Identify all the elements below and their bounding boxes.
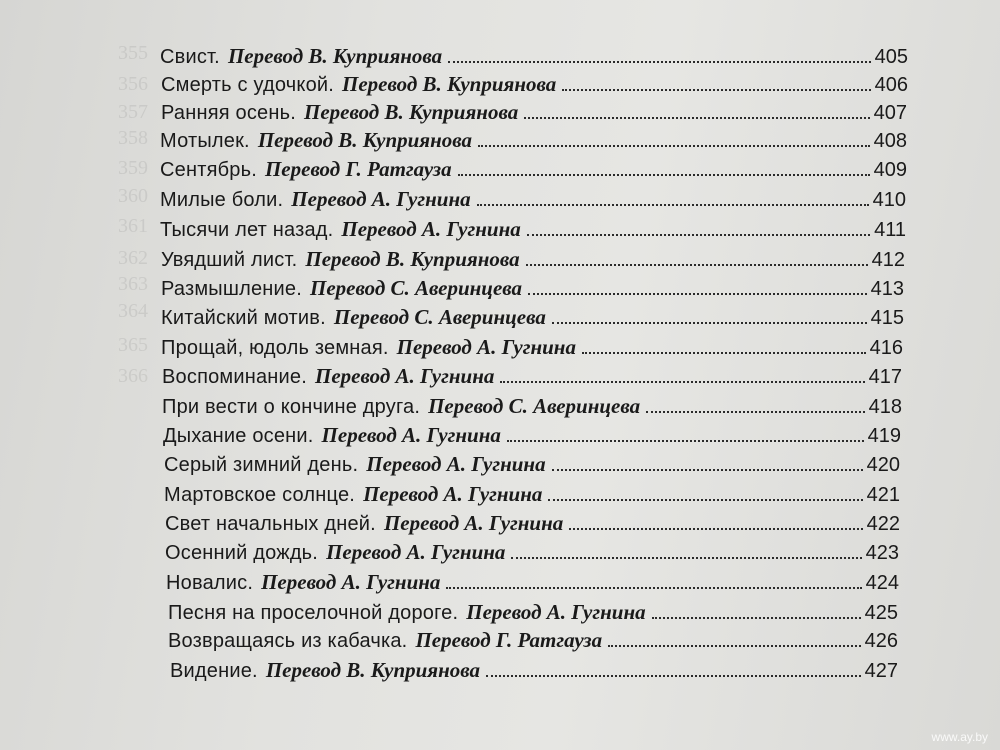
watermark: www.ay.by [931, 730, 988, 744]
dot-leader [569, 527, 862, 530]
toc-entry-title: Песня на проселочной дороге. [168, 602, 459, 624]
toc-entry-translator: Перевод А. Гугнина [291, 187, 471, 211]
dot-leader [500, 380, 864, 383]
toc-entry-page: 426 [864, 630, 898, 652]
bleed-through-number: 365 [118, 334, 148, 356]
bleed-through-number: 356 [118, 73, 148, 95]
toc-entry [161, 99, 907, 126]
toc-entry-page: 412 [871, 249, 905, 271]
dot-leader [652, 616, 861, 619]
toc-entry-title: Тысячи лет назад. [160, 219, 334, 241]
toc-entry-page: 411 [874, 219, 906, 241]
dot-leader [527, 233, 870, 236]
toc-entry-page: 424 [865, 572, 899, 594]
toc-entry-page: 421 [866, 484, 900, 506]
toc-entry-translator: Перевод А. Гугнина [315, 364, 495, 388]
toc-entry [161, 246, 905, 273]
toc-entry-translator: Перевод А. Гугнина [366, 452, 546, 476]
toc-entry-title: Смерть с удочкой. [161, 74, 335, 96]
toc-entry-translator: Перевод А. Гугнина [326, 540, 506, 564]
dot-leader [552, 468, 863, 471]
toc-entry [170, 657, 898, 684]
bleed-through-number: 366 [118, 365, 148, 387]
toc-entry-title: Новалис. [166, 572, 254, 594]
toc-entry [168, 599, 898, 626]
toc-entry-translator: Перевод В. Куприянова [305, 247, 520, 271]
toc-entry [160, 43, 908, 70]
dot-leader [478, 144, 870, 147]
toc-entry-translator: Перевод В. Куприянова [265, 658, 481, 682]
toc-entry-translator: Перевод В. Куприянова [227, 44, 443, 68]
toc-entry-translator: Перевод А. Гугнина [321, 423, 501, 447]
toc-entry-page: 410 [872, 189, 906, 211]
toc-entry [160, 127, 907, 154]
bleed-through-number: 359 [118, 157, 148, 179]
toc-entry-translator: Перевод А. Гугнина [261, 570, 441, 594]
bleed-through-number: 362 [118, 247, 148, 269]
toc-entry-page: 416 [869, 337, 903, 359]
toc-entry-translator: Перевод А. Гугнина [466, 600, 646, 624]
toc-entry-translator: Перевод С. Аверинцева [428, 394, 641, 418]
toc-entry-page: 406 [874, 74, 908, 96]
toc-entry-title: Ранняя осень. [161, 102, 296, 124]
toc-entry [164, 451, 900, 478]
dot-leader [446, 586, 861, 589]
bleed-through-number: 364 [118, 300, 148, 322]
toc-entry [161, 334, 903, 361]
toc-entry-translator: Перевод А. Гугнина [383, 511, 564, 535]
toc-entry-page: 407 [873, 102, 907, 124]
toc-entry-page: 405 [874, 46, 908, 68]
dot-leader [528, 292, 867, 295]
toc-entry-translator: Перевод Г. Ратгауза [415, 628, 603, 652]
toc-entry-title: Размышление. [161, 278, 303, 300]
toc-entry-page: 415 [870, 307, 904, 329]
toc-entry-page: 419 [867, 425, 901, 447]
toc-entry-page: 427 [864, 660, 898, 682]
toc-entry [161, 71, 908, 98]
toc-entry-title: Китайский мотив. [161, 307, 326, 329]
dot-leader [511, 556, 861, 559]
toc-entry-page: 417 [868, 366, 902, 388]
dot-leader [552, 321, 867, 324]
bleed-through-number: 360 [118, 185, 148, 207]
dot-leader [582, 351, 866, 354]
toc-entry-translator: Перевод Г. Ратгауза [264, 157, 452, 181]
toc-entry-page: 413 [870, 278, 904, 300]
toc-entry-title: Дыхание осени. [163, 425, 314, 447]
toc-entry [165, 539, 899, 566]
toc-entry-title: Милые боли. [160, 189, 284, 211]
toc-entry [165, 510, 900, 537]
toc-entry-title: Прощай, юдоль земная. [161, 337, 389, 359]
bleed-through-number: 355 [118, 42, 148, 64]
toc-entry-title: Видение. [170, 660, 258, 682]
toc-entry-page: 422 [866, 513, 900, 535]
toc-entry-page: 409 [873, 159, 907, 181]
dot-leader [608, 644, 861, 647]
toc-entry [166, 569, 899, 596]
dot-leader [477, 203, 869, 206]
toc-entry-translator: Перевод В. Куприянова [303, 100, 519, 124]
toc-entry-title: Свет начальных дней. [165, 513, 376, 535]
toc-entry-title: Возвращаясь из кабачка. [168, 630, 408, 652]
toc-entry [163, 422, 901, 449]
toc-entry-translator: Перевод В. Куприянова [342, 72, 557, 96]
toc-entry [164, 481, 900, 508]
bleed-through-number: 363 [118, 273, 148, 295]
toc-entry [161, 275, 904, 302]
toc-entry-translator: Перевод А. Гугнина [341, 217, 521, 241]
bleed-through-number: 358 [118, 127, 148, 149]
dot-leader [524, 116, 869, 119]
toc-entry-title: Свист. [160, 46, 220, 68]
toc-entry [168, 627, 898, 654]
toc-entry [160, 216, 906, 243]
dot-leader [562, 88, 870, 91]
toc-entry-page: 420 [866, 454, 900, 476]
toc-entry-translator: Перевод С. Аверинцева [333, 305, 546, 329]
dot-leader [486, 674, 861, 677]
toc-entry-title: Осенний дождь. [165, 542, 319, 564]
toc-entry-translator: Перевод А. Гугнина [396, 335, 576, 359]
toc-entry [162, 363, 902, 390]
dot-leader [548, 498, 862, 501]
toc-entry [162, 393, 902, 420]
toc-entry-title: Серый зимний день. [164, 454, 359, 476]
toc-entry-page: 408 [873, 130, 907, 152]
toc-entry-title: Мартовское солнце. [164, 484, 356, 506]
toc-entry-title: Мотылек. [160, 130, 250, 152]
toc-entry-title: Увядший лист. [161, 249, 298, 271]
toc-entry-translator: Перевод А. Гугнина [363, 482, 543, 506]
toc-entry-title: Воспоминание. [162, 366, 308, 388]
toc-entry-page: 418 [868, 396, 902, 418]
dot-leader [646, 410, 865, 413]
bleed-through-number: 357 [118, 101, 148, 123]
toc-entry-translator: Перевод С. Аверинцева [310, 276, 523, 300]
toc-entry [160, 156, 907, 183]
toc-entry [161, 304, 904, 331]
dot-leader [448, 60, 870, 63]
toc-entry-title: При вести о кончине друга. [162, 396, 421, 418]
dot-leader [526, 263, 868, 266]
toc-entry-translator: Перевод В. Куприянова [257, 128, 473, 152]
toc-entry-page: 425 [864, 602, 898, 624]
toc-entry-title: Сентябрь. [160, 159, 257, 181]
toc-entry-page: 423 [865, 542, 899, 564]
bleed-through-number: 361 [118, 215, 148, 237]
dot-leader [507, 439, 864, 442]
toc-entry [160, 186, 906, 213]
dot-leader [458, 173, 870, 176]
